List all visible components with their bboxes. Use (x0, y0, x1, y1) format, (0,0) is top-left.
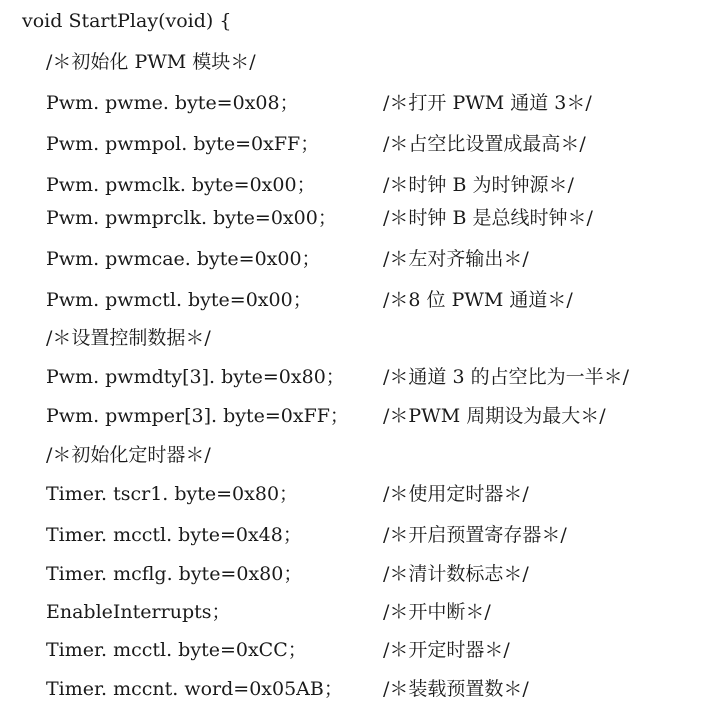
line-comment: /＊开定时器＊/ (383, 639, 510, 661)
line-comment: /＊8 位 PWM 通道＊/ (383, 289, 573, 311)
code-line: Timer. mcctl. byte=0xCC； (46, 639, 307, 661)
code-line: Pwm. pwmdty[3]. byte=0x80； (46, 366, 345, 388)
code-line: Pwm. pwmctl. byte=0x00； (46, 289, 312, 311)
code-line: Pwm. pwmcae. byte=0x00； (46, 248, 321, 270)
line-comment: /＊开中断＊/ (383, 601, 491, 623)
line-comment: /＊时钟 B 为时钟源＊/ (383, 174, 574, 196)
function-header: void StartPlay(void) { (22, 10, 232, 32)
section-comment: /＊设置控制数据＊/ (46, 327, 211, 349)
code-line: Pwm. pwmper[3]. byte=0xFF； (46, 405, 349, 427)
line-comment: /＊使用定时器＊/ (383, 483, 529, 505)
line-comment: /＊装载预置数＊/ (383, 678, 529, 700)
line-comment: /＊清计数标志＊/ (383, 563, 529, 585)
line-comment: /＊开启预置寄存器＊/ (383, 524, 567, 546)
code-line: EnableInterrupts； (46, 601, 231, 623)
line-comment: /＊PWM 周期设为最大＊/ (383, 405, 606, 427)
code-line: Timer. tscr1. byte=0x80； (46, 483, 299, 505)
code-line: Pwm. pwmpol. byte=0xFF； (46, 133, 320, 155)
line-comment: /＊占空比设置成最高＊/ (383, 133, 586, 155)
code-line: Timer. mcflg. byte=0x80； (46, 563, 303, 585)
code-line: Pwm. pwme. byte=0x08； (46, 92, 299, 114)
code-line: Pwm. pwmprclk. byte=0x00； (46, 207, 337, 229)
code-line: Timer. mcctl. byte=0x48； (46, 524, 302, 546)
section-comment: /＊初始化 PWM 模块＊/ (46, 51, 256, 73)
line-comment: /＊打开 PWM 通道 3＊/ (383, 92, 592, 114)
line-comment: /＊时钟 B 是总线时钟＊/ (383, 207, 593, 229)
line-comment: /＊通道 3 的占空比为一半＊/ (383, 366, 629, 388)
code-line: Pwm. pwmclk. byte=0x00； (46, 174, 316, 196)
section-comment: /＊初始化定时器＊/ (46, 444, 211, 466)
code-line: Timer. mccnt. word=0x05AB； (46, 678, 343, 700)
line-comment: /＊左对齐输出＊/ (383, 248, 529, 270)
